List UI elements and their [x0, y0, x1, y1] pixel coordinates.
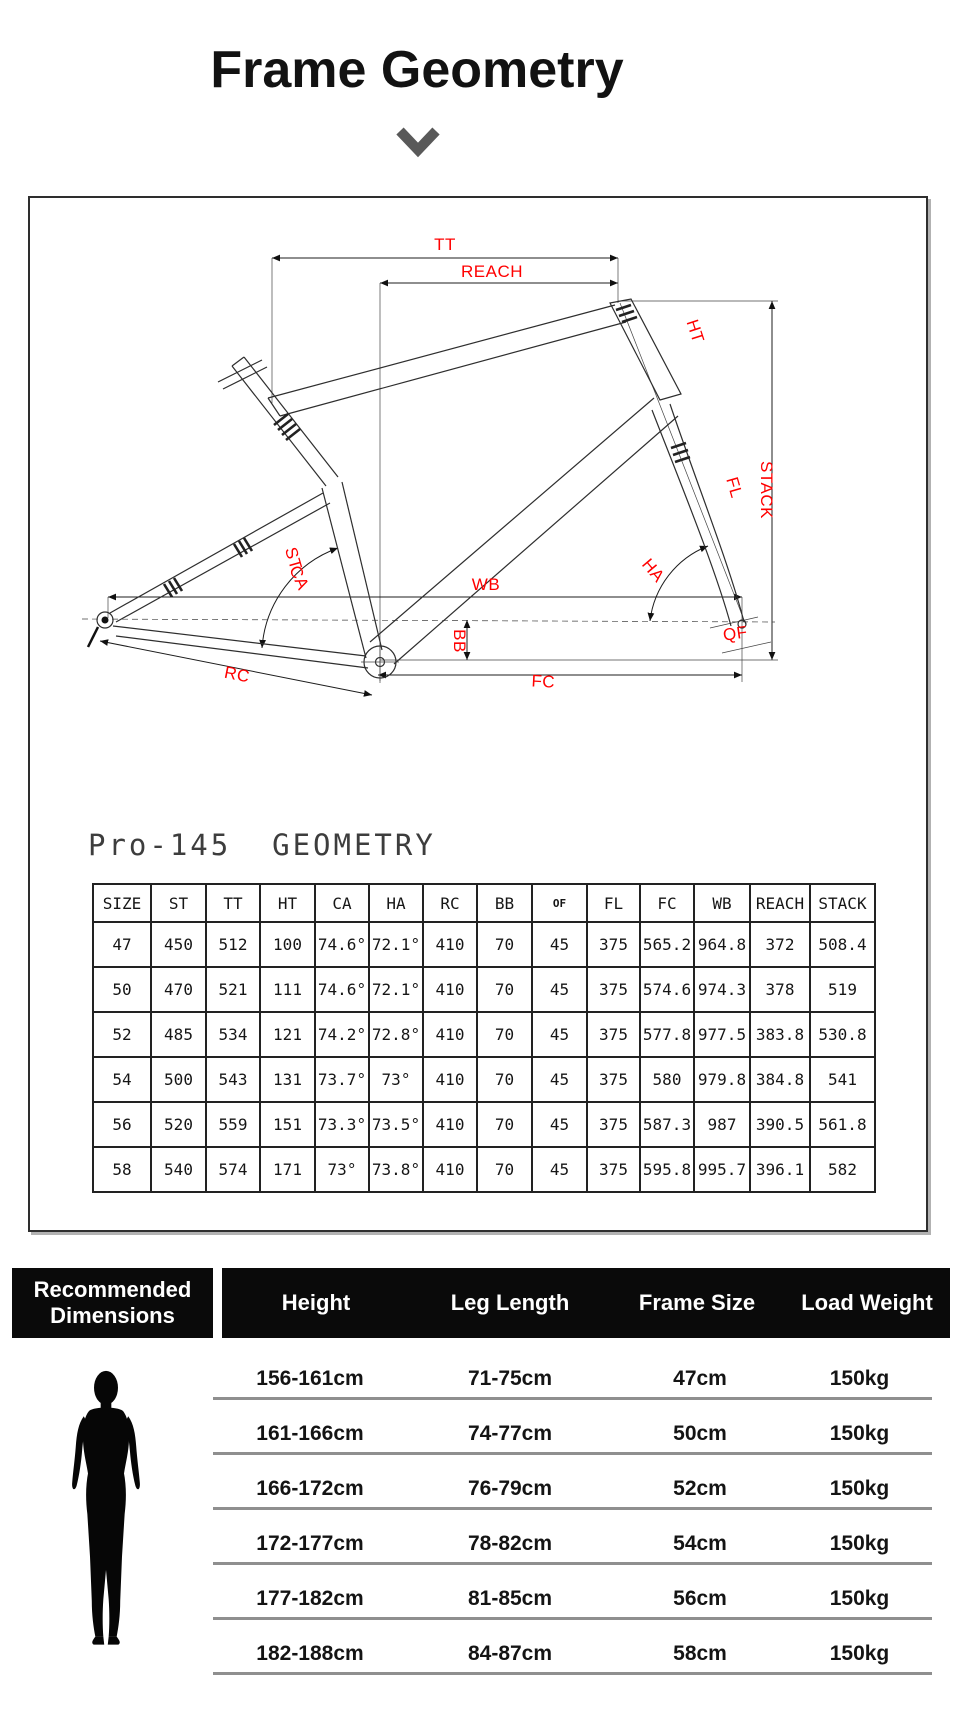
geo-cell: 45 — [532, 922, 587, 967]
geo-cell: 540 — [151, 1147, 206, 1192]
geo-cell: 74.6° — [315, 922, 369, 967]
geo-cell: 450 — [151, 922, 206, 967]
geo-cell: 375 — [587, 967, 640, 1012]
geo-cell: 73° — [369, 1057, 423, 1102]
geo-cell: 541 — [810, 1057, 875, 1102]
rec-cell: 150kg — [829, 1422, 890, 1445]
geo-row — [93, 1057, 875, 1102]
rec-cell: 150kg — [829, 1642, 890, 1665]
geo-cell: 410 — [423, 922, 477, 967]
geo-cell: 70 — [477, 1147, 532, 1192]
geo-cell: 375 — [587, 1012, 640, 1057]
geo-cell: 410 — [423, 1102, 477, 1147]
rec-cell: 47cm — [673, 1367, 727, 1390]
geo-col-header: SIZE — [93, 884, 151, 922]
geo-cell: 45 — [532, 1057, 587, 1102]
label-stack: STACK — [757, 461, 776, 519]
rec-dimensions-header — [12, 1268, 213, 1338]
geo-cell: 73.5° — [369, 1102, 423, 1147]
label-ca: CA — [285, 562, 313, 593]
geo-cell: 559 — [206, 1102, 260, 1147]
geo-cell: 372 — [750, 922, 810, 967]
rec-table-header-bar — [222, 1268, 950, 1338]
geo-cell: 396.1 — [750, 1147, 810, 1192]
rec-table-rows — [213, 1345, 932, 1675]
geo-cell: 577.8 — [640, 1012, 694, 1057]
rec-cell: 156-161cm — [256, 1367, 364, 1390]
geo-cell: 534 — [206, 1012, 260, 1057]
rec-cell: 182-188cm — [256, 1642, 364, 1665]
geo-cell: 375 — [587, 1147, 640, 1192]
geo-col-header: FL — [587, 884, 640, 922]
geo-cell: 131 — [260, 1057, 315, 1102]
geometry-subtitle: Pro-145 GEOMETRY — [88, 828, 436, 862]
rec-cell: 166-172cm — [256, 1477, 364, 1500]
geo-cell: 520 — [151, 1102, 206, 1147]
geo-cell: 111 — [260, 967, 315, 1012]
geo-cell: 378 — [750, 967, 810, 1012]
geo-cell: 70 — [477, 1057, 532, 1102]
rec-cell: 150kg — [829, 1477, 890, 1500]
rec-cell: 150kg — [829, 1367, 890, 1390]
geo-cell: 519 — [810, 967, 875, 1012]
geo-col-header: RC — [423, 884, 477, 922]
label-tt: TT — [434, 235, 456, 254]
rec-cell: 56cm — [673, 1587, 727, 1610]
geo-cell: 72.1° — [369, 922, 423, 967]
geo-cell: 74.6° — [315, 967, 369, 1012]
rec-header-cell: Height — [281, 1290, 351, 1315]
geo-cell: 485 — [151, 1012, 206, 1057]
geo-cell: 70 — [477, 967, 532, 1012]
geo-cell: 390.5 — [750, 1102, 810, 1147]
label-ht: HT — [682, 317, 708, 346]
label-wb: WB — [471, 575, 501, 594]
geo-col-header: FC — [640, 884, 694, 922]
geo-cell: 70 — [477, 1102, 532, 1147]
geo-cell: 470 — [151, 967, 206, 1012]
geo-cell: 70 — [477, 922, 532, 967]
label-reach: REACH — [460, 262, 524, 281]
label-st: ST — [281, 544, 306, 573]
geo-cell: 580 — [640, 1057, 694, 1102]
geo-cell: 72.1° — [369, 967, 423, 1012]
geo-cell: 56 — [93, 1102, 151, 1147]
geo-cell: 52 — [93, 1012, 151, 1057]
geo-col-header: WB — [694, 884, 750, 922]
geo-cell: 574.6 — [640, 967, 694, 1012]
page-title: Frame Geometry — [210, 41, 624, 99]
geo-cell: 561.8 — [810, 1102, 875, 1147]
human-silhouette — [60, 1370, 152, 1665]
rec-cell: 177-182cm — [256, 1587, 364, 1610]
geo-cell: 47 — [93, 922, 151, 967]
geo-cell: 375 — [587, 1102, 640, 1147]
geo-cell: 410 — [423, 1057, 477, 1102]
rec-header-cell: Leg Length — [450, 1290, 570, 1315]
geo-cell: 384.8 — [750, 1057, 810, 1102]
label-fc: FC — [530, 671, 556, 692]
geo-cell: 73.8° — [369, 1147, 423, 1192]
clamp-bands — [164, 305, 690, 597]
geo-cell: 70 — [477, 1012, 532, 1057]
geo-cell: 977.5 — [694, 1012, 750, 1057]
geo-col-header: HA — [369, 884, 423, 922]
rec-cell: 74-77cm — [467, 1422, 553, 1445]
rec-cell: 54cm — [673, 1532, 727, 1555]
geo-cell: 73.3° — [315, 1102, 369, 1147]
rec-header-line2: Dimensions — [50, 1303, 175, 1328]
geo-col-header: REACH — [750, 884, 810, 922]
geometry-table — [92, 883, 876, 1193]
geo-cell: 582 — [810, 1147, 875, 1192]
geo-cell: 543 — [206, 1057, 260, 1102]
geometry-table-body — [93, 922, 875, 1192]
geo-col-header: OF — [532, 884, 587, 922]
geo-cell: 171 — [260, 1147, 315, 1192]
geo-col-header: TT — [206, 884, 260, 922]
rec-cell: 58cm — [673, 1642, 727, 1665]
chevron-down-icon — [393, 126, 443, 162]
geo-cell: 72.8° — [369, 1012, 423, 1057]
rec-cell: 76-79cm — [467, 1477, 553, 1500]
geo-cell: 410 — [423, 1147, 477, 1192]
label-bb: BB — [450, 629, 469, 653]
geo-cell: 587.3 — [640, 1102, 694, 1147]
label-qf: QF — [721, 622, 749, 645]
rec-header-cell: Load Weight — [801, 1290, 933, 1315]
geo-col-header: STACK — [810, 884, 875, 922]
rec-row — [213, 1510, 932, 1565]
dimension-lines — [82, 258, 778, 695]
geo-col-header: CA — [315, 884, 369, 922]
geo-cell: 512 — [206, 922, 260, 967]
geo-cell: 410 — [423, 1012, 477, 1057]
geo-cell: 45 — [532, 1147, 587, 1192]
rec-cell: 71-75cm — [467, 1367, 553, 1390]
geo-cell: 375 — [587, 922, 640, 967]
geo-header-row — [93, 884, 875, 922]
geo-cell: 45 — [532, 1102, 587, 1147]
geo-cell: 987 — [694, 1102, 750, 1147]
rec-cell: 81-85cm — [467, 1587, 553, 1610]
rec-cell: 78-82cm — [467, 1532, 553, 1555]
geo-cell: 500 — [151, 1057, 206, 1102]
geo-cell: 100 — [260, 922, 315, 967]
rec-row — [213, 1565, 932, 1620]
geo-cell: 58 — [93, 1147, 151, 1192]
geo-cell: 45 — [532, 967, 587, 1012]
geo-cell: 121 — [260, 1012, 315, 1057]
geo-cell: 995.7 — [694, 1147, 750, 1192]
geo-cell: 521 — [206, 967, 260, 1012]
rec-cell: 52cm — [673, 1477, 727, 1500]
geo-cell: 73° — [315, 1147, 369, 1192]
rec-row — [213, 1455, 932, 1510]
geo-cell: 54 — [93, 1057, 151, 1102]
geo-cell: 74.2° — [315, 1012, 369, 1057]
geo-row — [93, 922, 875, 967]
geo-cell: 979.8 — [694, 1057, 750, 1102]
rec-cell: 50cm — [673, 1422, 727, 1445]
frame-geometry-panel — [28, 196, 928, 1232]
label-rc: RC — [222, 662, 252, 687]
geo-col-header: BB — [477, 884, 532, 922]
label-ha: HA — [638, 554, 669, 587]
geo-cell: 530.8 — [810, 1012, 875, 1057]
rec-cell: 150kg — [829, 1587, 890, 1610]
geo-cell: 574 — [206, 1147, 260, 1192]
geo-cell: 73.7° — [315, 1057, 369, 1102]
geo-cell: 375 — [587, 1057, 640, 1102]
geo-cell: 45 — [532, 1012, 587, 1057]
geo-row — [93, 1012, 875, 1057]
rec-row — [213, 1345, 932, 1400]
geo-cell: 595.8 — [640, 1147, 694, 1192]
geo-cell: 974.3 — [694, 967, 750, 1012]
geometry-table-head — [93, 884, 875, 922]
geo-row — [93, 967, 875, 1012]
geo-row — [93, 1102, 875, 1147]
geo-col-header: ST — [151, 884, 206, 922]
geo-cell: 565.2 — [640, 922, 694, 967]
geo-cell: 964.8 — [694, 922, 750, 967]
rec-cell: 84-87cm — [467, 1642, 553, 1665]
rec-cell: 172-177cm — [256, 1532, 364, 1555]
geo-cell: 410 — [423, 967, 477, 1012]
rec-header-cell: Frame Size — [638, 1290, 756, 1315]
label-fl: FL — [722, 474, 747, 501]
rec-row — [213, 1620, 932, 1675]
rec-cell: 161-166cm — [256, 1422, 364, 1445]
geo-col-header: HT — [260, 884, 315, 922]
geo-cell: 151 — [260, 1102, 315, 1147]
rec-header-line1: Recommended — [33, 1277, 192, 1302]
geo-cell: 50 — [93, 967, 151, 1012]
rec-cell: 150kg — [829, 1532, 890, 1555]
geo-cell: 383.8 — [750, 1012, 810, 1057]
bike-frame-drawing — [88, 299, 746, 681]
rec-row — [213, 1400, 932, 1455]
frame-diagram — [30, 198, 924, 758]
geo-row — [93, 1147, 875, 1192]
geo-cell: 508.4 — [810, 922, 875, 967]
